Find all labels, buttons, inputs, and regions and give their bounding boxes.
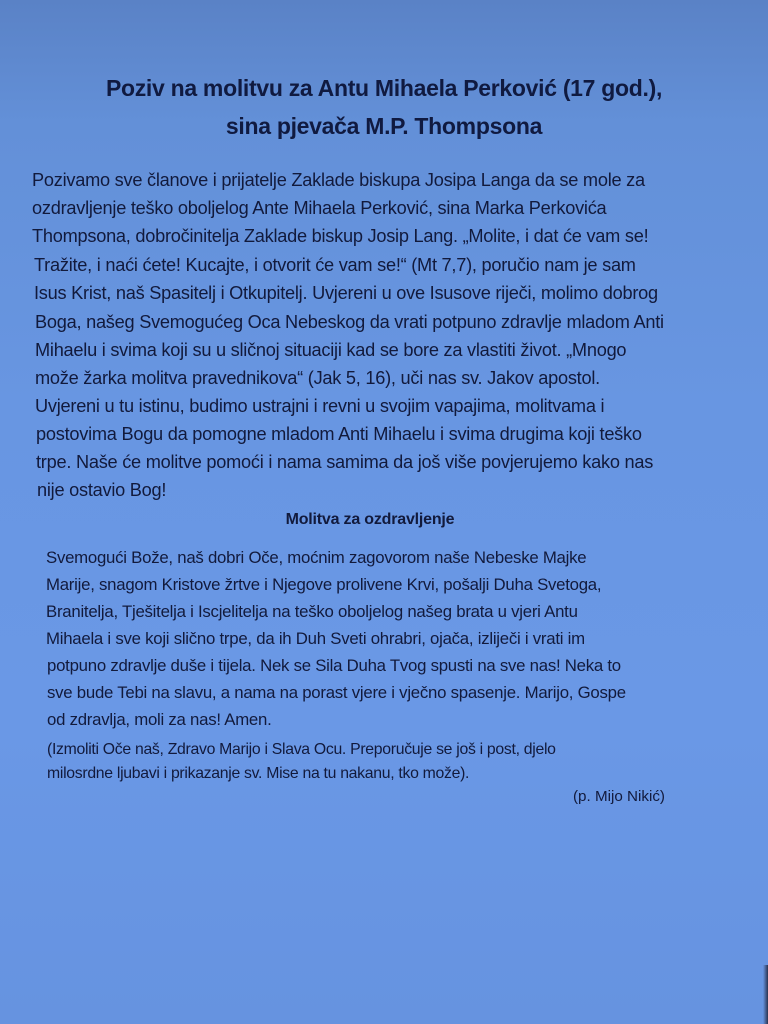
intro-line: trpe. Naše će molitve pomoći i nama samima da još više povjerujemo kako nas [36, 452, 654, 472]
intro-line: Uvjereni u tu istinu, budimo ustrajni i revni u svojim vapajima, molitvama i [35, 396, 605, 416]
prayer-heading: Molitva za ozdravljenje [285, 511, 455, 528]
intro-line: Mihaelu i svima koji su u sličnoj situaciji kad se bore za vlastiti život. „Mnogo [35, 340, 627, 360]
prayer-line: od zdravlja, moli za nas! Amen. [47, 710, 272, 729]
intro-line: ozdravljenje teško oboljelog Ante Mihaela Perković, sina Marka Perkovića [32, 198, 607, 218]
intro-line: Tražite, i naći ćete! Kucajte, i otvorit će vam se!“ (Mt 7,7), poručio nam je sam [34, 255, 636, 275]
intro-line: nije ostavio Bog! [37, 480, 167, 500]
prayer-line: sve bude Tebi na slavu, a nama na porast vjere i vječno spasenje. Marijo, Gospe [47, 683, 626, 702]
note-line: (Izmoliti Oče naš, Zdravo Marijo i Slava Ocu. Preporučuje se još i post, djelo [47, 741, 556, 758]
paper-edge-shadow [763, 965, 768, 1024]
intro-line: može žarka molitva pravednikova“ (Jak 5, 16), uči nas sv. Jakov apostol. [35, 368, 600, 388]
intro-line: Boga, našeg Svemogućeg Oca Nebeskog da vrati potpuno zdravlje mladom Anti [35, 312, 664, 332]
prayer-line: potpuno zdravlje duše i tijela. Nek se Sila Duha Tvog spusti na sve nas! Neka to [47, 656, 621, 675]
prayer-line: Marije, snagom Kristove žrtve i Njegove prolivene Krvi, pošalji Duha Svetoga, [46, 575, 602, 594]
prayer-line: Branitelja, Tješitelja i Iscjelitelja na teško oboljelog našeg brata u vjeri Antu [46, 602, 578, 621]
signature: (p. Mijo Nikić) [573, 788, 665, 805]
intro-line: postovima Bogu da pomogne mladom Anti Mihaelu i svima drugima koji teško [36, 424, 642, 444]
prayer-line: Svemogući Bože, naš dobri Oče, moćnim zagovorom naše Nebeske Majke [46, 548, 587, 567]
prayer-line: Mihaela i sve koji slično trpe, da ih Duh Sveti ohrabri, ojača, izliječi i vrati im [46, 629, 585, 648]
intro-line: Thompsona, dobročinitelja Zaklade biskup Josip Lang. „Molite, i dat će vam se! [32, 226, 649, 246]
intro-line: Isus Krist, naš Spasitelj i Otkupitelj. Uvjereni u ove Isusove riječi, molimo dobrog [34, 283, 658, 303]
note-line: milosrdne ljubavi i prikazanje sv. Mise na tu nakanu, tko može). [47, 765, 470, 782]
document-title-line-1: Poziv na molitvu za Antu Mihaela Perković (17 god.), [105, 75, 663, 101]
document-title-line-2: sina pjevača M.P. Thompsona [225, 113, 543, 139]
intro-line: Pozivamo sve članove i prijatelje Zaklade biskupa Josipa Langa da se mole za [32, 170, 645, 190]
